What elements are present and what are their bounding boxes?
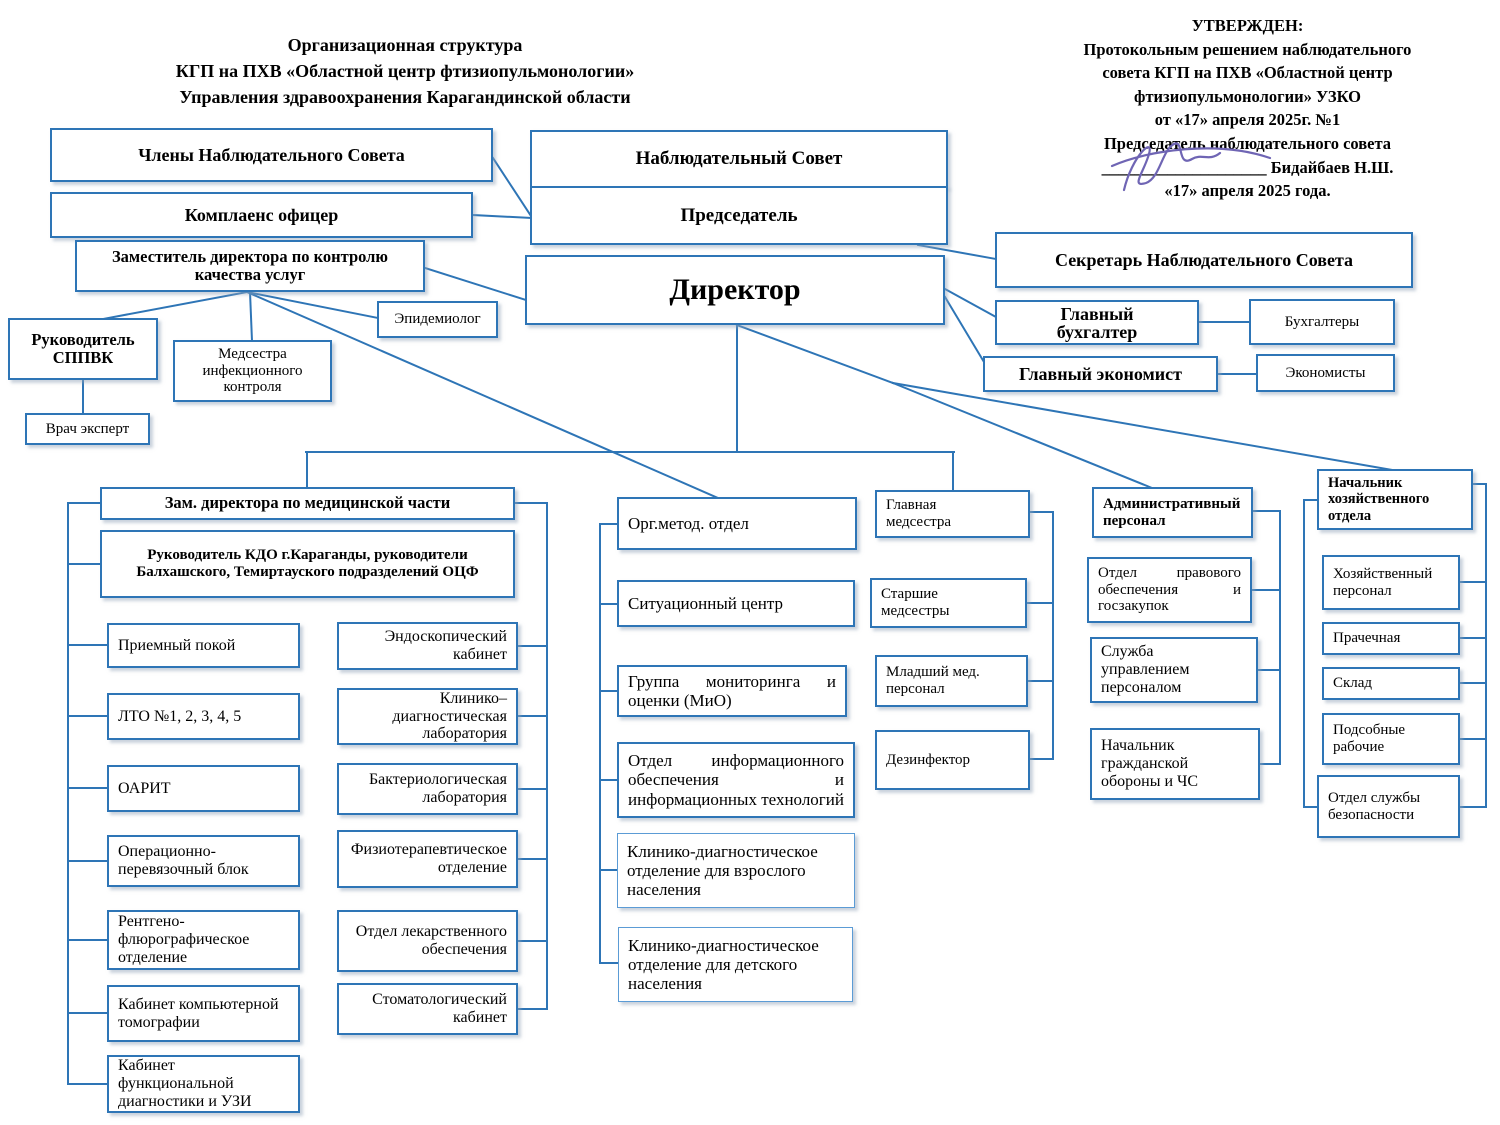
signature-scribble (1108, 130, 1278, 200)
node-head-nurse: Главная медсестра (875, 490, 1030, 538)
node-disinfector: Дезинфектор (875, 730, 1030, 790)
node-xray: Рентгено-флюрографическое отделение (107, 910, 300, 970)
node-economists: Экономисты (1256, 354, 1395, 392)
node-physiotherapy: Физиотерапевтическое отделение (337, 830, 518, 888)
page-title-line: Управления здравоохранения Карагандинской области (179, 87, 631, 108)
approval-line: Протокольным решением наблюдательного (1083, 39, 1412, 59)
node-director: Директор (525, 255, 945, 325)
node-epidemiologist: Эпидемиолог (377, 301, 498, 338)
node-senior-nurses: Старшие медсестры (870, 578, 1027, 628)
node-admin-staff: Административный персонал (1092, 487, 1253, 538)
approval-line: фтизиопульмонологии» УЗКО (1134, 86, 1361, 106)
node-junior-staff: Младший мед. персонал (875, 655, 1028, 707)
node-household-head: Начальник хозяйственного отдела (1317, 469, 1473, 530)
node-children-clinic: Клинико-диагностическое отделение для детского населения (618, 927, 853, 1002)
node-ct-room: Кабинет компьютерной томографии (107, 985, 300, 1042)
page-title-line: КГП на ПХВ «Областной центр фтизиопульмонологии» (175, 61, 635, 82)
node-dental: Стоматологический кабинет (337, 983, 518, 1035)
node-surgery-block: Операционно-перевязочный блок (107, 835, 300, 887)
node-chairman: Председатель (530, 186, 948, 245)
node-bacteriological-lab: Бактериологическая лаборатория (337, 763, 518, 815)
node-reception: Приемный покой (107, 623, 300, 668)
node-doctor-expert: Врач эксперт (25, 413, 150, 445)
node-hr-service: Служба управлением персоналом (1090, 637, 1258, 703)
node-situation-center: Ситуационный центр (617, 580, 855, 627)
node-adult-clinic: Клинико-диагностическое отделение для взрослого населения (617, 833, 855, 908)
node-clinical-lab: Клинико–диагностическая лаборатория (337, 688, 518, 745)
node-compliance-officer: Комплаенс офицер (50, 192, 473, 238)
node-chief-economist: Главный экономист (983, 356, 1218, 392)
node-legal-dept: Отдел правового обеспечения и госзакупок (1087, 557, 1252, 623)
node-org-method: Орг.метод. отдел (617, 497, 857, 550)
node-sppvk-head: Руководитель СППВК (8, 318, 158, 380)
approval-line: совета КГП на ПХВ «Областной центр (1102, 63, 1393, 83)
node-warehouse: Склад (1322, 667, 1460, 700)
node-pharmacy: Отдел лекарственного обеспечения (337, 910, 518, 972)
approval-line: от «17» апреля 2025г. №1 (1154, 110, 1341, 130)
node-it-department: Отдел информационного обеспечения и информационных технологий (617, 742, 855, 818)
node-oarit: ОАРИТ (107, 765, 300, 812)
node-accountants: Бухгалтеры (1249, 299, 1395, 345)
node-supervisory-board: Наблюдательный Совет (530, 130, 948, 188)
node-security-dept: Отдел службы безопасности (1317, 775, 1460, 838)
approval-line: Председатель наблюдательного совета (1103, 133, 1392, 153)
node-functional-diagnostics: Кабинет функциональной диагностики и УЗИ (107, 1055, 300, 1113)
approval-line: «17» апреля 2025 года. (1164, 181, 1331, 201)
node-lto: ЛТО №1, 2, 3, 4, 5 (107, 693, 300, 740)
approval-line: ____________________ Бидайбаев Н.Ш. (1101, 157, 1394, 177)
approval-line: УТВЕРЖДЕН: (1191, 16, 1304, 35)
node-endoscopy: Эндоскопический кабинет (337, 622, 518, 670)
node-members: Члены Наблюдательного Совета (50, 128, 493, 182)
node-secretary: Секретарь Наблюдательного Совета (995, 232, 1413, 288)
node-laundry: Прачечная (1322, 622, 1460, 655)
node-deputy-quality: Заместитель директора по контролю качества услуг (75, 240, 425, 292)
node-med-deputy: Зам. директора по медицинской части (100, 487, 515, 520)
node-chief-accountant: Главный бухгалтер (995, 300, 1199, 345)
node-infection-nurse: Медсестра инфекционного контроля (173, 340, 332, 402)
node-kdo-heads: Руководитель КДО г.Караганды, руководители Балхашского, Темиртауского подразделений ОЦФ (100, 530, 515, 598)
page-title (125, 32, 685, 110)
node-monitoring-group: Группа мониторинга и оценки (МиО) (617, 665, 847, 717)
page-title-line: Организационная структура (287, 35, 523, 55)
node-civil-defense: Начальник гражданской обороны и ЧС (1090, 728, 1260, 800)
node-auxiliary-workers: Подсобные рабочие (1322, 713, 1460, 765)
node-household-staff: Хозяйственный персонал (1322, 555, 1460, 610)
